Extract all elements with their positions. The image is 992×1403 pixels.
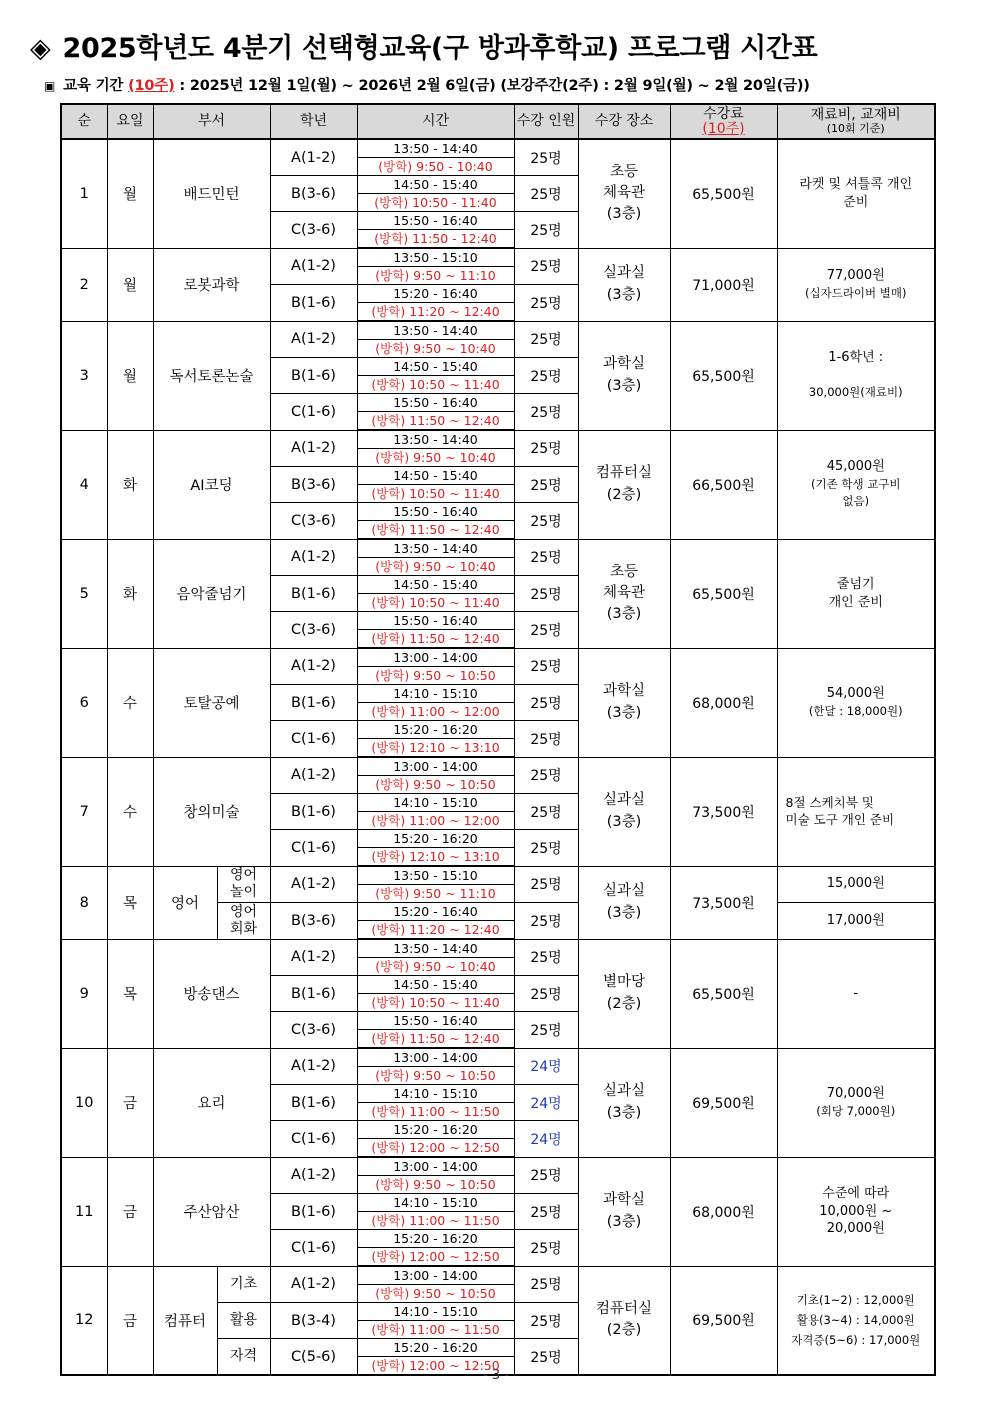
square-bullet-icon: ▣ bbox=[44, 79, 56, 93]
capacity: 25명 bbox=[514, 1157, 578, 1194]
diamond-icon: ◈ bbox=[30, 33, 51, 64]
vacation-time: (방학) 11:00 ~ 11:50 bbox=[357, 1212, 514, 1230]
department: 로봇과학 bbox=[153, 248, 270, 321]
class-time: 15:20 - 16:40 bbox=[357, 903, 514, 921]
capacity: 25명 bbox=[514, 176, 578, 212]
vacation-time: (방학) 10:50 ~ 11:40 bbox=[357, 994, 514, 1012]
header-capacity: 수강 인원 bbox=[514, 104, 578, 139]
grade: A(1-2) bbox=[270, 648, 357, 685]
capacity: 24명 bbox=[514, 1085, 578, 1121]
row-number: 8 bbox=[61, 866, 107, 939]
vacation-time: (방학) 10:50 ~ 11:40 bbox=[357, 485, 514, 503]
table-row bbox=[61, 939, 935, 958]
vacation-time: (방학) 9:50 ~ 11:10 bbox=[357, 267, 514, 285]
class-time: 15:20 - 16:40 bbox=[357, 285, 514, 303]
vacation-time: (방학) 9:50 ~ 11:10 bbox=[357, 885, 514, 903]
sub-department: 자격 bbox=[217, 1339, 270, 1376]
header-materials-label: 재료비, 교재비 bbox=[810, 107, 901, 124]
grade: C(1-6) bbox=[270, 1230, 357, 1267]
place: 실과실 (3층) bbox=[578, 757, 670, 866]
vacation-time: (방학) 9:50 ~ 10:50 bbox=[357, 776, 514, 794]
tuition-fee: 73,500원 bbox=[670, 757, 777, 866]
class-time: 13:50 - 14:40 bbox=[357, 321, 514, 340]
class-time: 13:00 - 14:00 bbox=[357, 757, 514, 776]
grade: C(3-6) bbox=[270, 1012, 357, 1049]
class-time: 14:50 - 15:40 bbox=[357, 467, 514, 485]
vacation-time: (방학) 11:50 - 12:40 bbox=[357, 230, 514, 249]
capacity: 25명 bbox=[514, 467, 578, 503]
header-row bbox=[61, 104, 935, 139]
place: 과학실 (3층) bbox=[578, 1157, 670, 1266]
tuition-fee: 69,500원 bbox=[670, 1048, 777, 1157]
materials bbox=[777, 1048, 935, 1157]
grade: A(1-2) bbox=[270, 1048, 357, 1085]
grade: C(1-6) bbox=[270, 394, 357, 431]
place: 과학실 (3층) bbox=[578, 648, 670, 757]
department: AI코딩 bbox=[153, 430, 270, 539]
grade: A(1-2) bbox=[270, 866, 357, 903]
materials bbox=[777, 1266, 935, 1375]
header-fee bbox=[670, 104, 777, 139]
grade: C(3-6) bbox=[270, 212, 357, 249]
department: 배드민턴 bbox=[153, 139, 270, 248]
materials-note: (한달 : 18,000원) bbox=[808, 703, 903, 718]
department: 토탈공예 bbox=[153, 648, 270, 757]
vacation-time: (방학) 9:50 ~ 10:50 bbox=[357, 1067, 514, 1085]
place: 실과실 (3층) bbox=[578, 866, 670, 939]
capacity: 25명 bbox=[514, 394, 578, 431]
capacity: 25명 bbox=[514, 358, 578, 394]
capacity: 25명 bbox=[514, 757, 578, 794]
sub-department: 활용 bbox=[217, 1303, 270, 1339]
tuition-fee: 68,000원 bbox=[670, 1157, 777, 1266]
vacation-time: (방학) 12:10 ~ 13:10 bbox=[357, 848, 514, 867]
header-dept: 부서 bbox=[153, 104, 270, 139]
vacation-time: (방학) 9:50 - 10:40 bbox=[357, 158, 514, 176]
materials-note: (기존 학생 교구비 없음) bbox=[810, 476, 901, 509]
class-time: 14:10 - 15:10 bbox=[357, 1194, 514, 1212]
place: 실과실 (3층) bbox=[578, 1048, 670, 1157]
vacation-time: (방학) 11:50 ~ 12:40 bbox=[357, 1030, 514, 1049]
row-number: 9 bbox=[61, 939, 107, 1048]
materials bbox=[777, 939, 935, 1048]
capacity: 25명 bbox=[514, 1194, 578, 1230]
materials bbox=[777, 139, 935, 248]
period-dates: : 2025년 12월 1일(월) ~ 2026년 2월 6일(금) (보강주간(2주) : 2월 9일(월) ~ 2월 20일(금)) bbox=[174, 78, 810, 94]
grade: A(1-2) bbox=[270, 757, 357, 794]
grade: C(5-6) bbox=[270, 1339, 357, 1376]
row-number: 7 bbox=[61, 757, 107, 866]
vacation-time: (방학) 12:00 ~ 12:50 bbox=[357, 1139, 514, 1158]
materials-text: 줄넘기 개인 준비 bbox=[828, 576, 883, 610]
class-time: 15:50 - 16:40 bbox=[357, 503, 514, 521]
tuition-fee: 66,500원 bbox=[670, 430, 777, 539]
grade: B(3-6) bbox=[270, 903, 357, 940]
capacity: 25명 bbox=[514, 721, 578, 758]
grade: A(1-2) bbox=[270, 430, 357, 467]
table-row bbox=[61, 648, 935, 667]
materials-text: 77,000원 bbox=[826, 267, 885, 283]
place: 별마당 (2층) bbox=[578, 939, 670, 1048]
sub-department: 영어 놀이 bbox=[217, 866, 270, 903]
materials-note: (회당 7,000원) bbox=[816, 1103, 896, 1118]
row-number: 4 bbox=[61, 430, 107, 539]
capacity: 25명 bbox=[514, 612, 578, 649]
materials-text: 70,000원 bbox=[826, 1085, 885, 1101]
materials-text: 45,000원 bbox=[826, 459, 885, 475]
tuition-fee: 69,500원 bbox=[670, 1266, 777, 1375]
grade: A(1-2) bbox=[270, 939, 357, 976]
grade: C(1-6) bbox=[270, 830, 357, 867]
class-time: 14:10 - 15:10 bbox=[357, 1085, 514, 1103]
weekday: 금 bbox=[107, 1048, 153, 1157]
class-time: 14:50 - 15:40 bbox=[357, 176, 514, 194]
department: 독서토론논술 bbox=[153, 321, 270, 430]
table-row bbox=[61, 1157, 935, 1176]
department: 주산암산 bbox=[153, 1157, 270, 1266]
class-time: 13:50 - 14:40 bbox=[357, 430, 514, 449]
grade: B(1-6) bbox=[270, 976, 357, 1012]
header-materials-note: (10회 기준) bbox=[826, 122, 885, 136]
tuition-fee: 65,500원 bbox=[670, 939, 777, 1048]
capacity: 25명 bbox=[514, 685, 578, 721]
capacity: 25명 bbox=[514, 321, 578, 358]
grade: B(3-4) bbox=[270, 1303, 357, 1339]
row-number: 1 bbox=[61, 139, 107, 248]
capacity: 25명 bbox=[514, 939, 578, 976]
table-row bbox=[61, 430, 935, 449]
place: 과학실 (3층) bbox=[578, 321, 670, 430]
grade: B(1-6) bbox=[270, 1194, 357, 1230]
grade: C(3-6) bbox=[270, 503, 357, 540]
table-row bbox=[61, 757, 935, 776]
materials: 15,000원 bbox=[777, 866, 935, 903]
department: 음악줄넘기 bbox=[153, 539, 270, 648]
tuition-fee: 65,500원 bbox=[670, 321, 777, 430]
class-time: 13:00 - 14:00 bbox=[357, 1157, 514, 1176]
grade: B(3-6) bbox=[270, 176, 357, 212]
class-time: 15:20 - 16:20 bbox=[357, 1339, 514, 1357]
department: 컴퓨터 bbox=[153, 1266, 217, 1375]
header-day: 요일 bbox=[107, 104, 153, 139]
vacation-time: (방학) 9:50 ~ 10:40 bbox=[357, 449, 514, 467]
materials bbox=[777, 757, 935, 866]
schedule-table bbox=[60, 103, 936, 1376]
weekday: 월 bbox=[107, 248, 153, 321]
class-time: 15:50 - 16:40 bbox=[357, 612, 514, 630]
table-row bbox=[61, 1266, 935, 1285]
grade: B(1-6) bbox=[270, 576, 357, 612]
materials-text: 8절 스케치북 및 미술 도구 개인 준비 bbox=[785, 794, 895, 827]
department: 영어 bbox=[153, 866, 217, 939]
table-row bbox=[61, 139, 935, 158]
capacity: 25명 bbox=[514, 866, 578, 903]
capacity: 25명 bbox=[514, 139, 578, 176]
department: 요리 bbox=[153, 1048, 270, 1157]
vacation-time: (방학) 11:50 ~ 12:40 bbox=[357, 412, 514, 431]
class-time: 14:50 - 15:40 bbox=[357, 576, 514, 594]
header-grade: 학년 bbox=[270, 104, 357, 139]
grade: B(1-6) bbox=[270, 358, 357, 394]
weekday: 목 bbox=[107, 866, 153, 939]
vacation-time: (방학) 11:00 ~ 11:50 bbox=[357, 1321, 514, 1339]
capacity: 25명 bbox=[514, 503, 578, 540]
class-time: 15:50 - 16:40 bbox=[357, 212, 514, 230]
header-materials bbox=[777, 104, 935, 139]
place: 컴퓨터실 (2층) bbox=[578, 1266, 670, 1375]
grade: B(3-6) bbox=[270, 467, 357, 503]
grade: B(1-6) bbox=[270, 794, 357, 830]
table-row bbox=[61, 248, 935, 267]
class-time: 15:50 - 16:40 bbox=[357, 1012, 514, 1030]
materials-text: 라켓 및 셔틀콕 개인 준비 bbox=[799, 177, 913, 210]
class-time: 13:00 - 14:00 bbox=[357, 1266, 514, 1285]
class-time: 13:00 - 14:00 bbox=[357, 1048, 514, 1067]
vacation-time: (방학) 11:20 ~ 12:40 bbox=[357, 921, 514, 940]
row-number: 6 bbox=[61, 648, 107, 757]
weekday: 수 bbox=[107, 757, 153, 866]
vacation-time: (방학) 10:50 - 11:40 bbox=[357, 194, 514, 212]
capacity: 25명 bbox=[514, 285, 578, 322]
capacity: 25명 bbox=[514, 830, 578, 867]
vacation-time: (방학) 12:00 ~ 12:50 bbox=[357, 1357, 514, 1376]
grade: C(3-6) bbox=[270, 612, 357, 649]
capacity: 25명 bbox=[514, 539, 578, 576]
materials bbox=[777, 248, 935, 321]
capacity: 25명 bbox=[514, 576, 578, 612]
weekday: 목 bbox=[107, 939, 153, 1048]
row-number: 12 bbox=[61, 1266, 107, 1375]
grade: C(1-6) bbox=[270, 1121, 357, 1158]
vacation-time: (방학) 9:50 ~ 10:50 bbox=[357, 1285, 514, 1303]
sub-department: 기초 bbox=[217, 1266, 270, 1303]
class-time: 15:20 - 16:20 bbox=[357, 721, 514, 739]
vacation-time: (방학) 10:50 ~ 11:40 bbox=[357, 376, 514, 394]
row-number: 10 bbox=[61, 1048, 107, 1157]
vacation-time: (방학) 9:50 ~ 10:50 bbox=[357, 667, 514, 685]
department: 방송댄스 bbox=[153, 939, 270, 1048]
materials-note: (십자드라이버 별매) bbox=[805, 285, 907, 300]
row-number: 3 bbox=[61, 321, 107, 430]
class-time: 14:10 - 15:10 bbox=[357, 685, 514, 703]
weekday: 월 bbox=[107, 321, 153, 430]
materials-text: - bbox=[853, 985, 859, 1001]
materials bbox=[777, 321, 935, 430]
grade: A(1-2) bbox=[270, 1266, 357, 1303]
capacity: 25명 bbox=[514, 1266, 578, 1303]
vacation-time: (방학) 12:00 ~ 12:50 bbox=[357, 1248, 514, 1267]
materials-text: 수준에 따라 10,000원 ~ 20,000원 bbox=[819, 1186, 893, 1237]
vacation-time: (방학) 11:50 ~ 12:40 bbox=[357, 630, 514, 649]
grade: A(1-2) bbox=[270, 248, 357, 285]
document-title bbox=[30, 26, 817, 65]
class-time: 13:50 - 15:10 bbox=[357, 248, 514, 267]
class-time: 15:20 - 16:20 bbox=[357, 1121, 514, 1139]
materials-note: 30,000원(재료비) bbox=[808, 385, 903, 400]
period-line bbox=[44, 74, 810, 95]
place: 컴퓨터실 (2층) bbox=[578, 430, 670, 539]
weekday: 수 bbox=[107, 648, 153, 757]
class-time: 13:50 - 14:40 bbox=[357, 139, 514, 158]
weekday: 월 bbox=[107, 139, 153, 248]
vacation-time: (방학) 9:50 ~ 10:40 bbox=[357, 958, 514, 976]
capacity: 25명 bbox=[514, 1012, 578, 1049]
page-number: - 3 - bbox=[483, 1368, 509, 1383]
sub-department: 영어 회화 bbox=[217, 903, 270, 940]
vacation-time: (방학) 11:00 ~ 11:50 bbox=[357, 1103, 514, 1121]
place: 실과실 (3층) bbox=[578, 248, 670, 321]
tuition-fee: 68,000원 bbox=[670, 648, 777, 757]
capacity: 25명 bbox=[514, 430, 578, 467]
grade: B(1-6) bbox=[270, 685, 357, 721]
department: 창의미술 bbox=[153, 757, 270, 866]
vacation-time: (방학) 12:10 ~ 13:10 bbox=[357, 739, 514, 758]
capacity: 24명 bbox=[514, 1121, 578, 1158]
vacation-time: (방학) 9:50 ~ 10:40 bbox=[357, 340, 514, 358]
title-text: 2025학년도 4분기 선택형교육(구 방과후학교) 프로그램 시간표 bbox=[62, 33, 818, 64]
weekday: 금 bbox=[107, 1157, 153, 1266]
class-time: 13:50 - 15:10 bbox=[357, 866, 514, 885]
capacity: 25명 bbox=[514, 248, 578, 285]
vacation-time: (방학) 11:20 ~ 12:40 bbox=[357, 303, 514, 322]
weekday: 화 bbox=[107, 430, 153, 539]
table-row bbox=[61, 539, 935, 558]
vacation-time: (방학) 11:50 ~ 12:40 bbox=[357, 521, 514, 540]
class-time: 14:50 - 15:40 bbox=[357, 358, 514, 376]
schedule-body bbox=[61, 139, 935, 1375]
materials-text: 1-6학년 : bbox=[828, 350, 884, 366]
class-time: 15:20 - 16:20 bbox=[357, 830, 514, 848]
row-number: 2 bbox=[61, 248, 107, 321]
capacity: 25명 bbox=[514, 794, 578, 830]
materials-text: 54,000원 bbox=[826, 685, 885, 701]
vacation-time: (방학) 11:00 ~ 12:00 bbox=[357, 703, 514, 721]
weekday: 화 bbox=[107, 539, 153, 648]
grade: C(1-6) bbox=[270, 721, 357, 758]
capacity: 25명 bbox=[514, 1303, 578, 1339]
tuition-fee: 65,500원 bbox=[670, 539, 777, 648]
period-weeks: (10주) bbox=[128, 78, 175, 94]
grade: A(1-2) bbox=[270, 321, 357, 358]
vacation-time: (방학) 9:50 ~ 10:50 bbox=[357, 1176, 514, 1194]
capacity: 25명 bbox=[514, 1230, 578, 1267]
table-row bbox=[61, 1048, 935, 1067]
grade: A(1-2) bbox=[270, 539, 357, 576]
class-time: 14:50 - 15:40 bbox=[357, 976, 514, 994]
vacation-time: (방학) 11:00 ~ 12:00 bbox=[357, 812, 514, 830]
materials: 17,000원 bbox=[777, 903, 935, 940]
tuition-fee: 73,500원 bbox=[670, 866, 777, 939]
grade: B(1-6) bbox=[270, 1085, 357, 1121]
tuition-fee: 71,000원 bbox=[670, 248, 777, 321]
class-time: 15:50 - 16:40 bbox=[357, 394, 514, 412]
materials bbox=[777, 430, 935, 539]
capacity: 25명 bbox=[514, 1339, 578, 1376]
class-time: 14:10 - 15:10 bbox=[357, 794, 514, 812]
class-time: 13:50 - 14:40 bbox=[357, 539, 514, 558]
class-time: 13:00 - 14:00 bbox=[357, 648, 514, 667]
vacation-time: (방학) 9:50 ~ 10:40 bbox=[357, 558, 514, 576]
header-fee-label: 수강료 bbox=[703, 105, 744, 122]
header-time: 시간 bbox=[357, 104, 514, 139]
header-no: 순 bbox=[61, 104, 107, 139]
capacity: 25명 bbox=[514, 648, 578, 685]
period-prefix: 교육 기간 bbox=[63, 78, 129, 94]
header-place: 수강 장소 bbox=[578, 104, 670, 139]
vacation-time: (방학) 10:50 ~ 11:40 bbox=[357, 594, 514, 612]
materials bbox=[777, 539, 935, 648]
materials bbox=[777, 648, 935, 757]
grade: A(1-2) bbox=[270, 1157, 357, 1194]
table-row bbox=[61, 866, 935, 885]
table-row bbox=[61, 321, 935, 340]
materials-text: 기초(1~2) : 12,000원 활용(3~4) : 14,000원 자격증(5~6) : 17,000원 bbox=[791, 1293, 921, 1348]
tuition-fee: 65,500원 bbox=[670, 139, 777, 248]
capacity: 25명 bbox=[514, 903, 578, 940]
capacity: 25명 bbox=[514, 212, 578, 249]
class-time: 13:50 - 14:40 bbox=[357, 939, 514, 958]
row-number: 11 bbox=[61, 1157, 107, 1266]
grade: A(1-2) bbox=[270, 139, 357, 176]
place: 초등 체육관 (3층) bbox=[578, 539, 670, 648]
class-time: 14:10 - 15:10 bbox=[357, 1303, 514, 1321]
grade: B(1-6) bbox=[270, 285, 357, 322]
capacity: 24명 bbox=[514, 1048, 578, 1085]
header-fee-weeks: (10주) bbox=[702, 120, 745, 137]
place: 초등 체육관 (3층) bbox=[578, 139, 670, 248]
materials bbox=[777, 1157, 935, 1266]
class-time: 15:20 - 16:20 bbox=[357, 1230, 514, 1248]
weekday: 금 bbox=[107, 1266, 153, 1375]
row-number: 5 bbox=[61, 539, 107, 648]
capacity: 25명 bbox=[514, 976, 578, 1012]
